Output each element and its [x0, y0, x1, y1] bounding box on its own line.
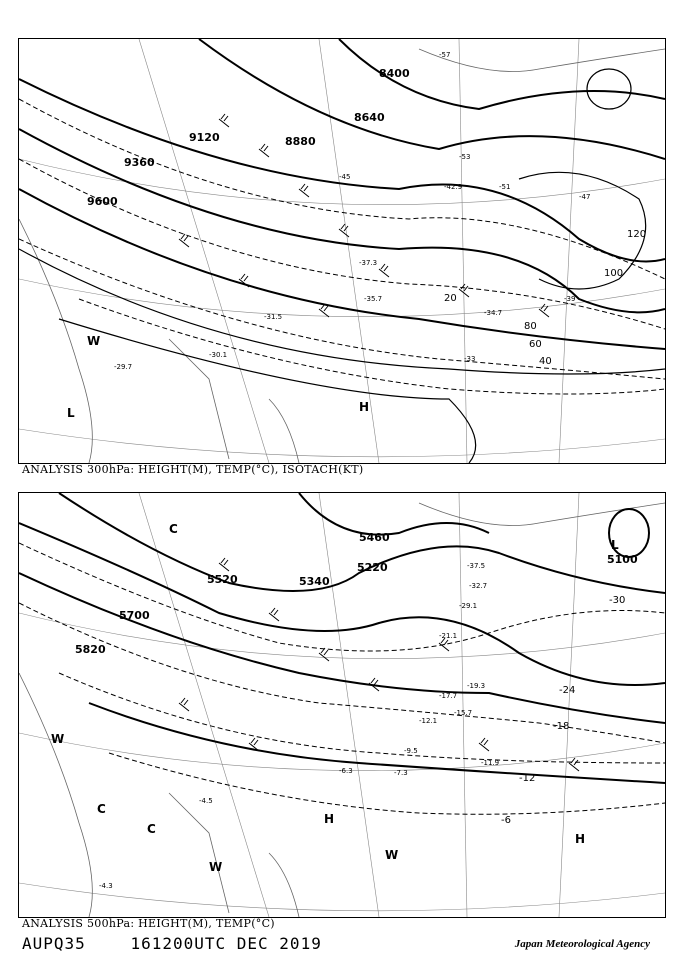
- temp-label: -39: [564, 295, 576, 303]
- temp-label: -51: [499, 183, 511, 191]
- map-300hpa: [19, 39, 665, 463]
- isotach-label: 80: [524, 321, 537, 332]
- height-label: 9120: [189, 131, 220, 144]
- station-value: -19.3: [467, 682, 486, 690]
- temp-label: -47: [579, 193, 591, 201]
- isotherm-label: -24: [559, 685, 576, 696]
- station-value: -32.7: [469, 582, 488, 590]
- station-value: -9.5: [404, 747, 418, 755]
- caption-300hpa: ANALYSIS 300hPa: HEIGHT(M), TEMP(°C), ISOTACH(KT): [22, 463, 364, 476]
- chart-code: AUPQ35: [22, 934, 86, 953]
- temp-line-labels-500: [501, 595, 625, 826]
- coastline-300: [19, 49, 665, 463]
- high-center: H: [324, 812, 335, 826]
- height-contours-500: [19, 493, 665, 783]
- temp-label: -33: [464, 355, 476, 363]
- isotach-label: 40: [539, 356, 552, 367]
- cold-center: C: [169, 522, 178, 536]
- height-label: 5340: [299, 575, 330, 588]
- isotach-label: 100: [604, 268, 624, 279]
- temp-label: -45: [339, 173, 351, 181]
- isotach-label: 120: [627, 229, 647, 240]
- isotach-label: 60: [529, 339, 542, 350]
- station-value: -4.5: [199, 797, 213, 805]
- station-value: -12.1: [419, 717, 438, 725]
- temp-label: -31.5: [264, 313, 283, 321]
- high-center: H: [575, 832, 586, 846]
- height-label: 5700: [119, 609, 150, 622]
- isotherm-label: -12: [519, 773, 536, 784]
- isotherm-label: -18: [553, 721, 570, 732]
- isotherm-label: -30: [609, 595, 626, 606]
- map-500hpa: [19, 493, 665, 917]
- height-label: 5820: [75, 643, 106, 656]
- station-value: -29.1: [459, 602, 478, 610]
- temp-label: -30.1: [209, 351, 228, 359]
- temp-label: -57: [439, 51, 451, 59]
- temp-label: -42.9: [444, 183, 463, 191]
- height-label: 9360: [124, 156, 155, 169]
- temp-label: -53: [459, 153, 471, 161]
- temp-label: -37.3: [359, 259, 378, 267]
- temp-label: -34.7: [484, 309, 503, 317]
- high-center: H: [359, 400, 370, 414]
- caption-500hpa: ANALYSIS 500hPa: HEIGHT(M), TEMP(°C): [22, 917, 275, 930]
- station-value: -4.3: [99, 882, 113, 890]
- height-label: 8880: [285, 135, 316, 148]
- warm-center: W: [209, 860, 223, 874]
- warm-center: W: [87, 334, 101, 348]
- station-value: -11.9: [481, 759, 500, 767]
- station-value: -37.5: [467, 562, 486, 570]
- height-label: 8640: [354, 111, 385, 124]
- cold-center: C: [147, 822, 156, 836]
- station-value: -15.7: [454, 709, 473, 717]
- temp-label: -35.7: [364, 295, 383, 303]
- chart-timestamp: 161200UTC DEC 2019: [130, 934, 322, 953]
- low-center: L: [611, 538, 619, 552]
- height-label: 5220: [357, 561, 388, 574]
- chart-panel-500hpa: [18, 492, 666, 918]
- agency-name: Japan Meteorological Agency: [514, 938, 650, 950]
- height-label: 5520: [207, 573, 238, 586]
- chart-panel-300hpa: [18, 38, 666, 464]
- height-label: 5460: [359, 531, 390, 544]
- isotherm-label: -6: [501, 815, 511, 826]
- pressure-centers-300: [67, 334, 369, 420]
- temp-label: -29.7: [114, 363, 133, 371]
- wind-barbs-500: [179, 558, 579, 771]
- isotherms-300: [19, 99, 665, 394]
- cold-center: C: [97, 802, 106, 816]
- height-label: 8400: [379, 67, 410, 80]
- low-center: L: [67, 406, 75, 420]
- graticule-300: [19, 39, 665, 463]
- station-value: -17.7: [439, 692, 458, 700]
- height-label: 5100: [607, 553, 638, 566]
- height-labels-500: [75, 531, 638, 656]
- chart-footer: [22, 934, 356, 953]
- isotach-label: 20: [444, 293, 457, 304]
- station-value: -21.1: [439, 632, 458, 640]
- height-label: 9600: [87, 195, 118, 208]
- station-value: -6.3: [339, 767, 353, 775]
- station-value: -7.3: [394, 769, 408, 777]
- wind-barbs-300: [179, 114, 549, 317]
- warm-center: W: [385, 848, 399, 862]
- warm-center: W: [51, 732, 65, 746]
